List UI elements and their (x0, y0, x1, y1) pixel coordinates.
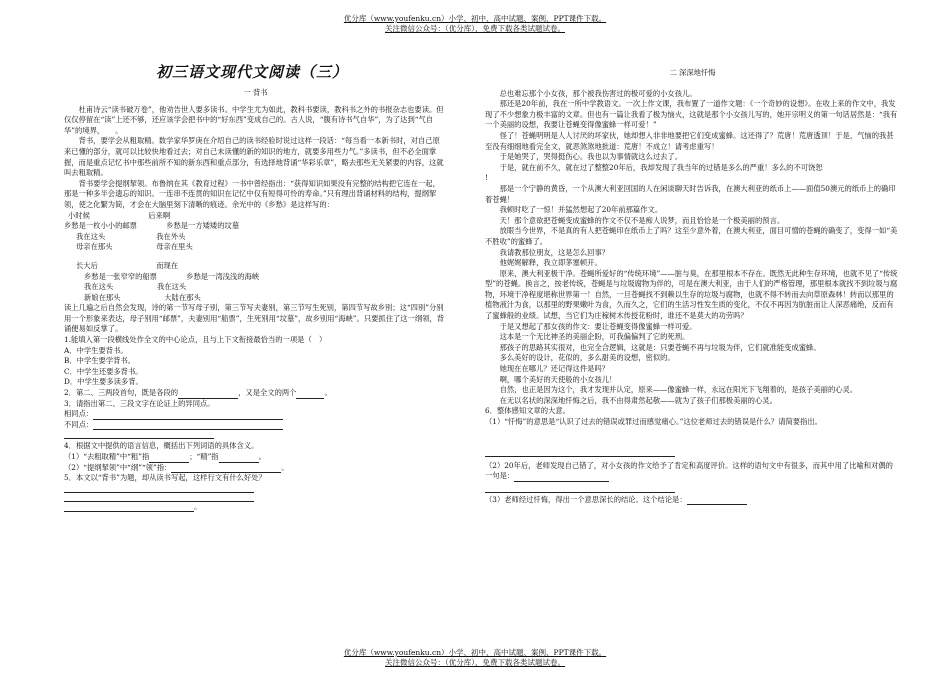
right-paragraph: 放眼当今世界，不是真的有人把苍蝇印在纸币上了吗？这至少意外着，在澳大利亚，面目可憎的苍蝇的确变了，变得一如“美不胜收”的蜜蜂了。 (485, 226, 898, 246)
answer-blank[interactable] (64, 503, 194, 512)
question-1-option: A．中学生要背书。 (64, 345, 128, 355)
left-paragraph: 背书，要学会从粗取精。数学家华罗庚在介绍自己的读书经验时说过这样一段话：“每当看一本新书时，对自己原来已懂的部分，就可以比较快地看过去；对自己未读懂的新的知识的地方，就要多用些力气。”多读书，但不必全面掌握，而是重点记忆书中那些前所不知的新东西和重点部分，有选择地背诵“华彩乐章”，略去那些无关紧要的内容，这就叫去粗取精。 (64, 136, 444, 178)
answer-line[interactable] (485, 490, 675, 493)
answer-line[interactable] (485, 454, 675, 457)
header-line-1: 优分库（www.youfenku.cn）小学、初中、高中试题、案例、PPT课件下载。 (343, 14, 607, 23)
right-paragraph: 于是她哭了，哭得挺伤心。我也以为事情就这么过去了。 (499, 152, 683, 162)
right-paragraph: 原来，澳大利亚极干净。苍蝇所爱好的“传统环境”——脏与臭，在那里根本不存在。既然无此种生存环境，也就不见了“传统型”的苍蝇。换言之，按老传统，苍蝇是与垃圾腐物为伴的，可是在澳大利亚，由于人们的严格管理，那里根本就找不到垃圾与腐物，环境干净程度堪称世界第一！自然，一旦苍蝇找不到赖以生存的垃圾与腐物，也就不得不转而去向草原森林！转而以那里的植物液汁为食，以那里的野果嫩叶为食，久而久之，它们的生活习性发生质的变化，不仅不再因为肮脏而让人深恶痛绝，反而有了蜜蜂般的业绩。试想，当它们为庄稼树木传授花粉时，谁还不是莫大的功劳吗？ (485, 268, 898, 321)
right-paragraph: 总也难忘那个小女孩，那个被我伤害过的极可爱的小女孩儿。 (499, 88, 697, 98)
right-paragraph: 他娓娓解释，我立即茅塞顿开。 (499, 258, 602, 268)
question-4: 4．根据文中提供的语言信息，概括出下列词语的具体含义。 (64, 441, 259, 451)
poem-stanza-a (64, 211, 447, 253)
question-5: 5．本文以“背书”为题，却从读书写起，这样行文有什么好处？ (64, 473, 266, 483)
question-3: 3．请指出第二、三段文字在论证上的异同点。 (64, 398, 215, 408)
answer-blank[interactable] (219, 454, 259, 463)
answer-line[interactable] (64, 484, 254, 493)
answer-blank[interactable] (149, 454, 189, 463)
question-3-diff: 不同点： (64, 420, 447, 431)
header-line-2: 关注微信公众号：（优分库），免费下载各类试题试卷。 (385, 24, 565, 33)
page-title: 初三语文现代文阅读（三） (156, 63, 349, 81)
answer-line[interactable] (64, 493, 254, 502)
poem-line: 乡愁是一张窄窄的船票 乡愁是一湾浅浅的海峡 (84, 271, 260, 281)
right-paragraph: ! (485, 173, 488, 183)
left-paragraph: 杜甫诗云“读书破万卷”，他劝告世人要多读书。中学生尤为如此，教科书要读，教科书之外的书报杂志也要读。但仅仅停留在“读”上还不够，还应该学会把书中的“好东西”变成自己的。古人说，“腹有诗书气自华”，为了达到“气自华”的境界， 。 (64, 104, 444, 135)
question-4-1: （1）“去粗取精”中“粗”指 ；“精”指 。 (64, 452, 266, 461)
answer-blank[interactable] (514, 473, 609, 482)
right-paragraph: 那还是20年前，我在一所中学教语文。一次上作文课，我布置了一道作文题：《一个奇妙的设想》。在收上来的作文中，我发现了不少想象力极丰富的文章。但也有一篇让我看了极为恼火，这就是那个小女孩儿写的，她开宗明义的第一句话居然是：“我有一个美丽的设想，我要让苍蝇变得像蜜蜂一样可爱！” (485, 99, 898, 130)
right-paragraph: 那是一个宁静的黄昏，一个从澳大利亚回国的人在闲谈聊天时告诉我，在澳大利亚的纸币上——面值50澳元的纸币上的确印着苍蝇！ (485, 183, 896, 204)
question-1-option: B．中学生要学背书。 (64, 356, 136, 366)
section-one-heading: 一 背书 (243, 88, 268, 97)
question-4-2: （2）“提纲挈领”中“纲”“领”指： 。 (64, 462, 289, 472)
page-footer (0, 648, 950, 668)
poem-line: 我在这头 我在这头 (84, 282, 187, 292)
question-6-1: （1）“忏悔”的意思是“认识了过去的错误或罪过而感觉痛心。”这位老师过去的错误是什么？请简要指出。 (485, 417, 822, 426)
right-paragraph: 在无以名状的深深地忏悔之后，我不由得肃然起敬——就为了孩子们那极美丽的心灵。 (499, 395, 777, 405)
answer-line[interactable] (64, 430, 214, 439)
right-paragraph: 于是又想起了那女孩的作文：要让苍蝇变得像蜜蜂一样可爱。 (499, 321, 697, 331)
right-paragraph: 这本是一个无比神圣的美丽企盼，可我偏偏判了它的死刑。 (499, 332, 690, 342)
poem-line: 乡愁是一枚小小的邮票 乡愁是一方矮矮的坟墓 (64, 221, 240, 231)
answer-blank[interactable] (93, 411, 283, 420)
right-column (485, 68, 900, 505)
question-6-2: （2）20年后，老师发现自己错了，对小女孩的作文给予了肯定和高度评价。这样的语句文中有很多，而其中用了比喻和对偶的一句是： (485, 460, 893, 481)
footer-line-2: 关注微信公众号：（优分库），免费下载各类试题试卷。 (385, 658, 565, 667)
left-column (64, 62, 447, 512)
answer-blank[interactable] (296, 390, 324, 399)
page-header (0, 14, 950, 34)
right-paragraph: 于是，就在前不久，就在过了整整20年后，我却发现了我当年的过错是多么的严重！多么的不可饶恕 (499, 162, 823, 172)
right-paragraph: 啊，哪个美好的天使般的小女孩儿！ (499, 374, 617, 384)
right-paragraph: 我请教那位朋友，这是怎么回事？ (499, 247, 610, 257)
right-paragraph: 我顿时吃了一惊！并猛然想起了20年前那篇作文。 (499, 205, 663, 215)
right-paragraph: 那孩子的思路其实很对，也完全合逻辑，这就是：只要苍蝇不再与垃圾为伴，它们就准能变成蜜蜂。 (499, 342, 821, 352)
question-6-3: （3）老师经过忏悔，得出一个意思深长的结论。这个结论是： (485, 495, 900, 506)
answer-line-last: 。 (64, 502, 447, 513)
footer-line-1: 优分库（www.youfenku.cn）小学、初中、高中试题、案例、PPT课件下载。 (343, 648, 607, 657)
left-paragraph: 读上几遍之后自然会发现，诗的第一节写母子别，第三节写夫妻别，第三节写生死别，第四节写故乡别；这“四别”分别用一个形象来表达，母子别用“邮票”，夫妻别用“船票”，生死别用“坟墓”，故乡别用“海峡”。只要抓住了这一纲领，背诵便易如反掌了。 (64, 303, 445, 334)
right-paragraph: 怪了！苍蝇明明是人人讨厌的坏家伙，她却想入非非地要把它们变成蜜蜂。这还得了？荒唐！荒唐透顶！于是，气恼的我甚至没有细细地看完全文，就恶煞煞地批道：荒唐！不成立！请考虑重写！ (485, 130, 894, 151)
answer-blank[interactable] (171, 464, 281, 473)
right-paragraph: 多么美好的设计，花似的，多么甜美的设想，密似的。 (499, 353, 675, 363)
right-paragraph: 自然，也正是因为这个，我才发现并认定，原来——像蜜蜂一样，永远在阳光下飞翔着的，是孩子美丽的心灵。 (499, 385, 858, 395)
right-paragraph: 她现在在哪儿？还记得这件是吗？ (499, 364, 610, 374)
question-1-option: C．中学生还要多背书。 (64, 366, 143, 376)
answer-blank[interactable] (687, 496, 747, 505)
left-paragraph: 背书要学会提纲挈领。布鲁纳在其《教育过程》一书中曾经指出：“获得知识如果没有完整的结构把它连在一起，那是一种多半会遗忘的知识。一连串不连贯的知识在记忆中仅有短得可怜的寿命。”只有理出背诵材料的结构，提纲挈领，使之化繁为简，才会在大脑里刻下清晰的痕迹。余光中的《乡愁》是这样写的： (64, 178, 440, 209)
poem-line: 长大后 而现在 (76, 260, 179, 270)
poem-stanza-b (64, 261, 447, 303)
section-two-heading: 二 深深地忏悔 (669, 68, 716, 77)
poem-line: 新娘在那头 大陆在那头 (84, 292, 201, 302)
question-1: 1.能填入第一段横线处作全文的中心论点，且与上下文衔接最恰当的一项是（ ） (64, 335, 327, 345)
poem-line: 母亲在那头 母亲在里头 (76, 242, 193, 252)
answer-blank[interactable] (178, 390, 238, 399)
answer-blank[interactable] (93, 421, 283, 430)
right-paragraph: 天！那个意欲把苍蝇变成蜜蜂的作文不仅不是痴人说梦，而且恰恰是一个极美丽的预言。 (499, 215, 785, 225)
question-2: 2．第二、三两段首句，既是各段的 ，又是全文的两个 。 (64, 388, 332, 398)
question-3-same: 相同点： (64, 409, 447, 420)
poem-line: 小时候 后来啊 (68, 210, 171, 220)
poem-line: 我在这头 我在外头 (76, 231, 186, 241)
question-1-option: D．中学生要多读多背。 (64, 377, 143, 387)
question-6: 6．整体感知文章的大意。 (485, 406, 570, 416)
